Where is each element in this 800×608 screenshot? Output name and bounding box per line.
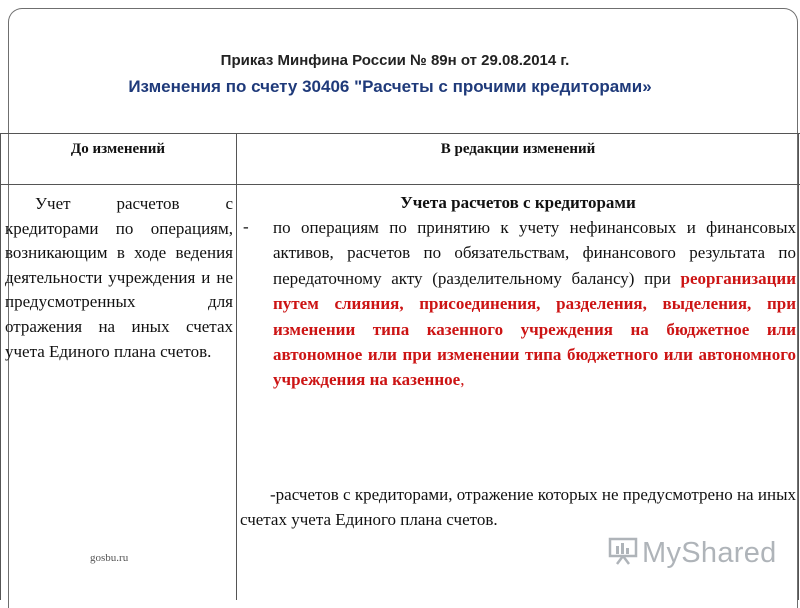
slide-header	[0, 52, 800, 97]
old-wording-text: Учет расчетов с кредиторами по операциям, возникающим в ходе ведения деятельности учреждения и не предусмотренных для отражения на иных счетах учета Единого плана счетов.	[5, 194, 233, 361]
header-bottom-border	[0, 184, 800, 185]
new-wording-paragraph-2: -расчетов с кредиторами, отражение которых не предусмотрено на иных счетах учета Единого плана счетов.	[240, 485, 796, 529]
changes-subtitle: Изменения по счету 30406 "Расчеты с прочими кредиторами»	[128, 77, 652, 96]
reorganization-highlight: реорганизации путем слияния, присоединения, разделения, выделения, при изменении типа казенного учреждения на бюджетное или автономное или при изменении типа бюджетного или автономного учреждения на казенное	[273, 268, 796, 390]
comparison-table	[0, 133, 800, 600]
source-label: gosbu.ru	[90, 552, 129, 564]
table-left-border	[0, 133, 1, 600]
order-title: Приказ Минфина России № 89н от 29.08.2014 г.	[220, 52, 570, 69]
new-wording-paragraph-1	[273, 215, 796, 393]
header-after-changes: В редакции изменений	[440, 141, 596, 157]
watermark	[608, 536, 777, 571]
table-top-border	[0, 133, 800, 134]
watermark-text: MyShared	[642, 537, 777, 569]
new-wording-heading: Учета расчетов с кредиторами	[400, 193, 636, 212]
header-before-changes: До изменений	[70, 141, 166, 157]
paragraph-1-text: по операциям по принятию к учету нефинансовых и финансовых активов, расчетов по обязательствам, финансового результата по передаточному акту (разделительному балансу) при	[273, 218, 796, 288]
paragraph-1-end: ,	[460, 370, 465, 390]
presentation-board-icon	[608, 536, 638, 571]
bullet-dash: -	[243, 217, 249, 236]
